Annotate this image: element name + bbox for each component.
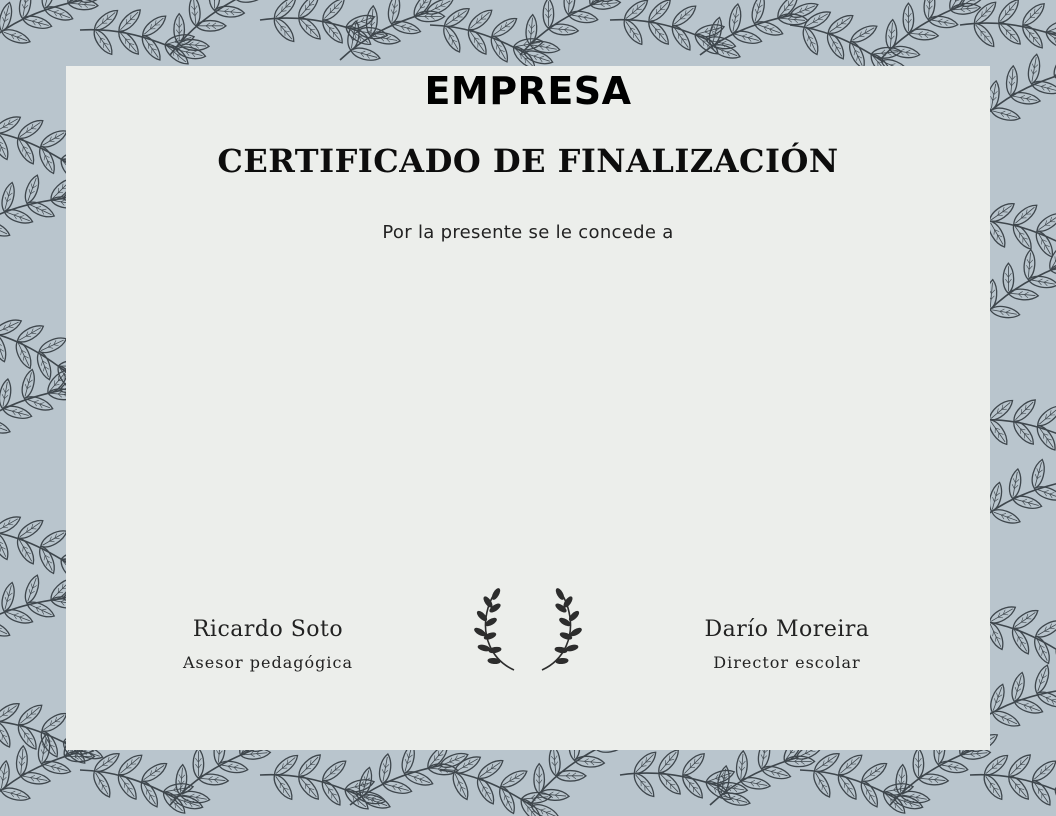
company-name: EMPRESA xyxy=(424,69,632,113)
certificate-panel xyxy=(66,66,990,750)
signatory-name: Darío Moreira xyxy=(704,617,870,642)
granted-text: Por la presente se le concede a xyxy=(382,222,674,243)
signatory-role: Director escolar xyxy=(713,653,861,672)
signatory-name: Ricardo Soto xyxy=(192,617,344,642)
signatory-left xyxy=(118,617,418,673)
laurel-wreath-icon xyxy=(470,586,586,674)
signatory-role: Asesor pedagógica xyxy=(182,653,354,672)
certificate-title: CERTIFICADO DE FINALIZACIÓN xyxy=(217,142,839,180)
signatory-right xyxy=(637,617,937,673)
